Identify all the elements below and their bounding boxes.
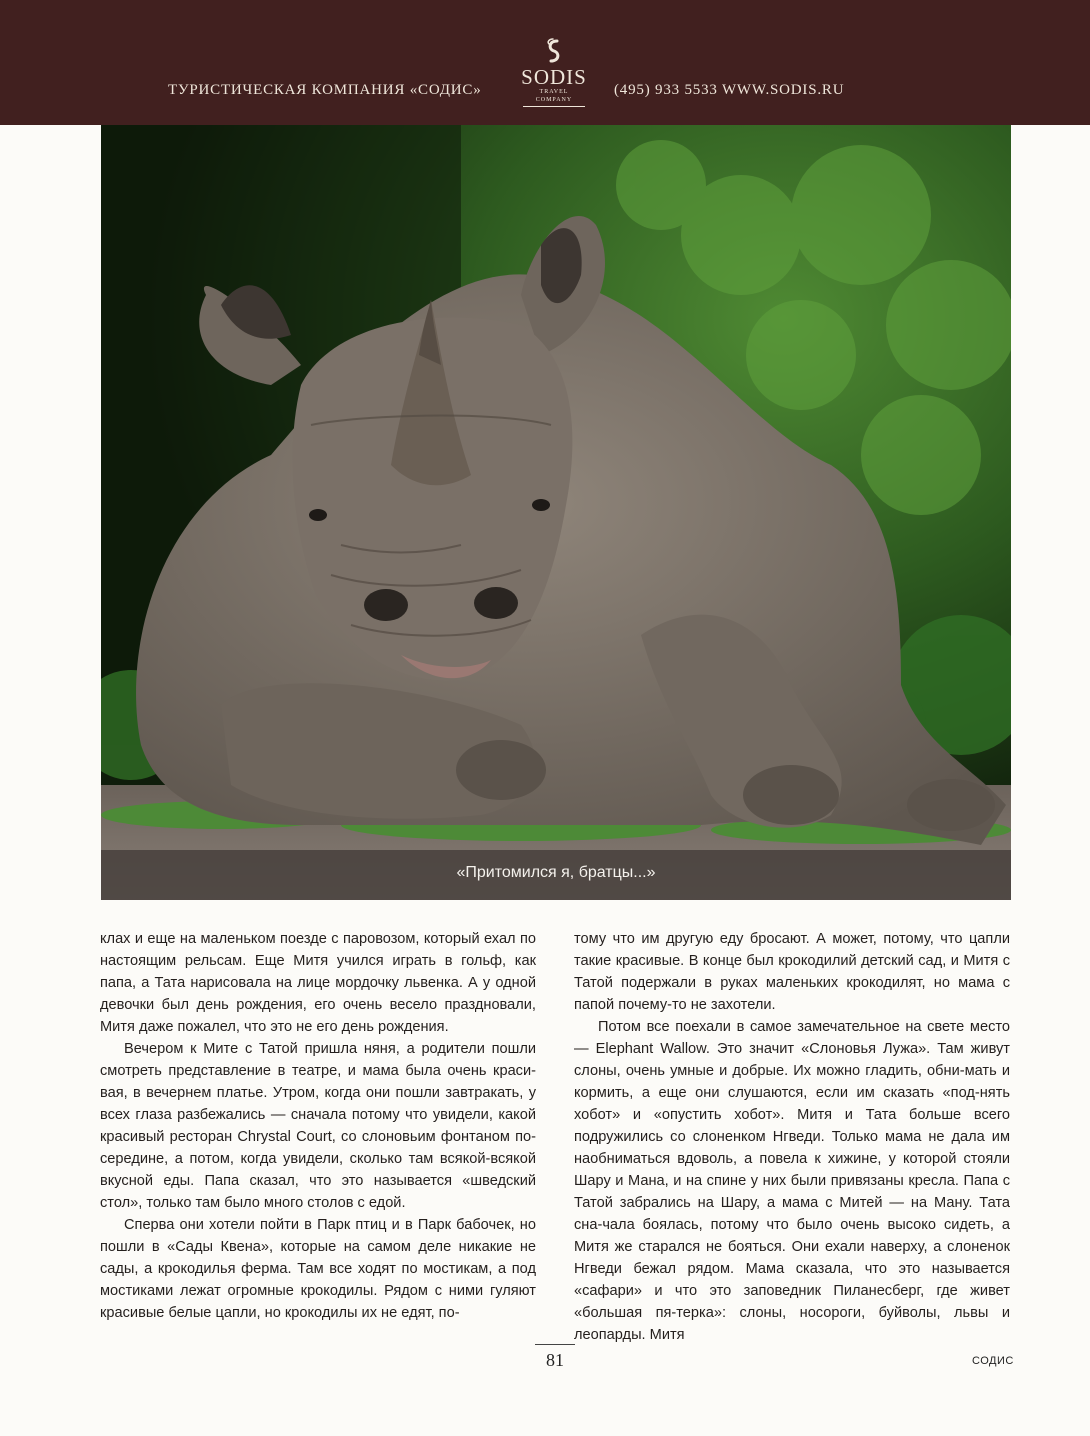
rhino-photo	[101, 125, 1011, 900]
sodis-logo-icon	[541, 38, 567, 64]
paragraph: Сперва они хотели пойти в Парк птиц и в Парк бабочек, но пошли в «Сады Квена», которые на самом деле никакие не сады, а крокодилья ферма. Там все ходят по мостикам, а под мостиками лежат огромные крокодилы. Рядом с ними гуляют красивые белые цапли, но крокодилы их не едят, по-	[100, 1217, 536, 1321]
logo-name: SODIS	[521, 65, 587, 89]
magazine-header	[0, 0, 1090, 125]
rhino-illustration	[101, 125, 1011, 900]
article-column-right	[574, 928, 1010, 1346]
logo-subtitle: TRAVEL COMPANY	[523, 88, 585, 107]
paragraph: Вечером к Мите с Татой пришла няня, а родители пошли смотреть представление в театре, и мама была очень краси-вая, в вечернем платье. Утром, когда они пошли завтракать, у всех глаза разбежались — сначала потому что увидели, какой красивый ресторан Chrystal Court, со слоновьим фонтаном по-середине, а потом, когда увидели, сколько там всякой-всякой вкусной еды. Папа сказал, что это называется «шведский стол», только там было много столов с едой.	[100, 1041, 536, 1211]
contacts: (495) 933 5533 WWW.SODIS.RU	[614, 82, 845, 98]
footer-brand: СОДИС	[972, 1355, 1014, 1367]
company-name: ТУРИСТИЧЕСКАЯ КОМПАНИЯ «СОДИС»	[168, 82, 482, 98]
photo-caption-text: «Притомился я, братцы...»	[456, 864, 656, 881]
paragraph: тому что им другую еду бросают. А может, потому, что цапли такие красивые. В конце был крокодилий детский сад, и Митя с Татой подержали в руках маленьких крокодилят, но мама с папой почему-то не захотели.	[574, 931, 1010, 1013]
sodis-logo	[512, 38, 596, 107]
paragraph: клах и еще на маленьком поезде с паровозом, который ехал по настоящим рельсам. Еще Митя учился играть в гольф, как папа, а Тата нарисовала на лице мордочку львенка. А у одной девочки был день рождения, его очень весело праздновали, Митя даже пожалел, что это не его день рождения.	[100, 931, 536, 1035]
page-number: 81	[546, 1350, 564, 1370]
photo-caption	[101, 850, 1011, 900]
article-column-left	[100, 928, 536, 1324]
page-number-rule	[535, 1344, 575, 1345]
paragraph: Потом все поехали в самое замечательное на свете место — Elephant Wallow. Это значит «Слоновья Лужа». Там живут слоны, очень умные и добрые. Их можно гладить, обни-мать и кормить, а еще они слушаются, если им сказать «под-нять хобот» и «опустить хобот». Митя и Тата больше всего подружились со слоненком Нгведи. Только мама не дала им наобниматься вдоволь, а повела к хижине, у которой стояли Шару и Мана, и на спине у них были привязаны кресла. Папа с Татой забрались на Шару, а мама с Митей — на Ману. Тата сна-чала боялась, потому что было очень высоко сидеть, а Митя же старался не бояться. Они ехали наверху, а слоненок Нгведи бежал рядом. Мама сказала, что это называется «сафари» и что это заповедник Пиланесберг, где живет «большая пя-терка»: слоны, носороги, буйволы, львы и леопарды. Митя	[574, 1019, 1010, 1343]
